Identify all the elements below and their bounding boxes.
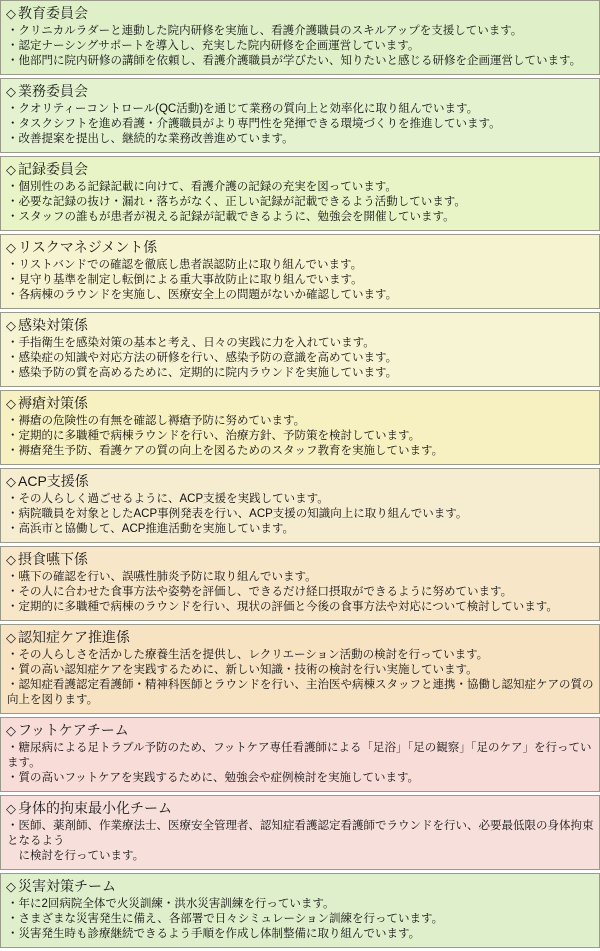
- section-heading: [6, 161, 594, 178]
- diamond-icon: ◇: [6, 552, 16, 567]
- list-item: ・その人らしさを活かした療養生活を提供し、レクリエーション活動の検討を行っています。: [7, 649, 489, 661]
- section-bullet-list: [6, 414, 594, 459]
- list-item: ・クリニカルラダーと連動した院内研修を実施し、看護介護職員のスキルアップを支援しています。: [7, 25, 523, 37]
- diamond-icon: ◇: [6, 879, 16, 894]
- section-title-text: 記録委員会: [18, 161, 88, 177]
- list-item: ・その人に合わせた食事方法や姿勢を評価し、できるだけ経口摂取ができるように努めています。: [7, 586, 513, 598]
- diamond-icon: ◇: [6, 723, 16, 738]
- diamond-icon: ◇: [6, 630, 16, 645]
- list-item: ・他部門に院内研修の講師を依頼し、看護介護職員が学びたい、知りたいと感じる研修を企画運営しています。: [7, 55, 582, 67]
- list-item: ・認定ナーシングサポートを導入し、充実した院内研修を企画運営しています。: [7, 40, 420, 52]
- diamond-icon: ◇: [6, 162, 16, 177]
- diamond-icon: ◇: [6, 396, 16, 411]
- section-title-text: 教育委員会: [18, 5, 88, 21]
- section-bullet-list: [6, 180, 594, 225]
- section-title-text: 業務委員会: [18, 83, 88, 99]
- list-item: ・その人らしく過ごせるように、ACP支援を実践しています。: [7, 493, 329, 505]
- section-title-text: ACP支援係: [18, 473, 89, 489]
- section-heading: [6, 722, 594, 739]
- list-item: ・改善提案を提出し、継続的な業務改善進めています。: [7, 133, 294, 145]
- list-item: ・感染症の知識や対応方法の研修を行い、感染予防の意識を高めています。: [7, 352, 398, 364]
- section-heading: [6, 551, 594, 568]
- section-title-text: リスクマネジメント係: [18, 239, 158, 255]
- list-item: ・個別性のある記録記載に向けて、看護介護の記録の充実を図っています。: [7, 181, 397, 193]
- section-bullet-list: [6, 336, 594, 381]
- section-title-text: 感染対策係: [18, 317, 88, 333]
- section-heading: [6, 239, 594, 256]
- section-bullet-list: [6, 741, 594, 786]
- list-item: ・質の高いフットケアを実践するために、勉強会や症例検討を実施しています。: [7, 772, 420, 784]
- list-item: ・褥瘡の危険性の有無を確認し褥瘡予防に努めています。: [7, 415, 306, 427]
- diamond-icon: ◇: [6, 801, 16, 816]
- section-heading: [6, 800, 594, 817]
- section-title-text: 認知症ケア推進係: [18, 629, 130, 645]
- section-heading: [6, 629, 594, 646]
- list-item: ・さまざまな災害発生に備え、各部署で日々シミュレーション訓練を行っています。: [7, 913, 444, 925]
- committee-section: [0, 312, 600, 387]
- list-item: ・年に2回病院全体で火災訓練・洪水災害訓練を行っています。: [7, 898, 335, 910]
- diamond-icon: ◇: [6, 240, 16, 255]
- list-item: ・災害発生時も診療継続できるよう手順を作成し体制整備に取り組んでいます。: [7, 928, 421, 940]
- section-heading: [6, 473, 594, 490]
- list-item: ・感染予防の質を高めるために、定期的に院内ラウンドを実施しています。: [7, 367, 398, 379]
- committee-section: [0, 624, 600, 714]
- list-item: ・定期的に多職種で病棟のラウンドを行い、現状の評価と今後の食事方法や対応について検討しています。: [7, 601, 558, 613]
- committee-section: [0, 717, 600, 792]
- committee-section: [0, 795, 600, 870]
- section-bullet-list: [6, 492, 594, 537]
- diamond-icon: ◇: [6, 84, 16, 99]
- section-title-text: フットケアチーム: [18, 722, 129, 738]
- committee-section: [0, 78, 600, 153]
- list-item: ・リストバンドでの確認を徹底し患者誤認防止に取り組んでいます。: [7, 259, 363, 271]
- section-title-text: 身体的拘束最小化チーム: [18, 800, 172, 816]
- section-bullet-list: [6, 102, 594, 147]
- list-item: に検討を行っています。: [7, 850, 145, 862]
- committee-section: [0, 390, 600, 465]
- section-bullet-list: [6, 897, 594, 942]
- diamond-icon: ◇: [6, 6, 16, 21]
- list-item: ・糖尿病による足トラブル予防のため、フットケア専任看護師による「足浴」「足の観察」「足のケア」を行っています。: [7, 742, 592, 769]
- section-heading: [6, 5, 594, 22]
- list-item: ・認知症看護認定看護師・精神科医師とラウンドを行い、主治医や病棟スタッフと連携・協働し認知症ケアの質の向上を図ります。: [7, 679, 594, 706]
- list-item: ・質の高い認知症ケアを実践するために、新しい知識・技術の検討を行い実施しています。: [7, 664, 478, 676]
- list-item: ・定期的に多職種で病棟ラウンドを行い、治療方針、予防策を検討しています。: [7, 430, 421, 442]
- section-bullet-list: [6, 570, 594, 615]
- committee-section: [0, 468, 600, 543]
- section-title-text: 褥瘡対策係: [18, 395, 88, 411]
- committee-section: [0, 0, 600, 75]
- diamond-icon: ◇: [6, 474, 16, 489]
- section-bullet-list: [6, 258, 594, 303]
- list-item: ・スタッフの誰もが患者が視える記録が記載できるように、勉強会を開催しています。: [7, 211, 455, 223]
- section-heading: [6, 83, 594, 100]
- list-item: ・クオリティーコントロール(QC活動)を通じて業務の質向上と効率化に取り組んでいます。: [7, 103, 479, 115]
- list-item: ・医師、薬剤師、作業療法士、医療安全管理者、認知症看護認定看護師でラウンドを行い、必要最低限の身体拘束となるよう: [7, 820, 594, 847]
- section-bullet-list: [6, 648, 594, 708]
- section-bullet-list: [6, 24, 594, 69]
- committee-section: [0, 546, 600, 621]
- section-heading: [6, 317, 594, 334]
- list-item: ・嚥下の確認を行い、誤嚥性肺炎予防に取り組んでいます。: [7, 571, 317, 583]
- section-heading: [6, 395, 594, 412]
- list-item: ・病院職員を対象としたACP事例発表を行い、ACP支援の知識向上に取り組んでいます。: [7, 508, 468, 520]
- diamond-icon: ◇: [6, 318, 16, 333]
- list-item: ・タスクシフトを進め看護・介護職員がより専門性を発揮できる環境づくりを推進しています。: [7, 118, 501, 130]
- list-item: ・各病棟のラウンドを実施し、医療安全上の問題がないか確認しています。: [7, 289, 398, 301]
- section-title-text: 摂食嚥下係: [18, 551, 88, 567]
- committee-section: [0, 873, 600, 948]
- section-title-text: 災害対策チーム: [18, 878, 116, 894]
- section-heading: [6, 878, 594, 895]
- list-item: ・高浜市と協働して、ACP推進活動を実施しています。: [7, 523, 294, 535]
- list-item: ・必要な記録の抜け・漏れ・落ちがなく、正しい記録が記載できるよう活動しています。: [7, 196, 466, 208]
- section-bullet-list: [6, 819, 594, 864]
- list-item: ・褥瘡発生予防、看護ケアの質の向上を図るためのスタッフ教育を実施しています。: [7, 445, 444, 457]
- committee-section: [0, 156, 600, 231]
- list-item: ・見守り基準を制定し転倒による重大事故防止に取り組んでいます。: [7, 274, 363, 286]
- committee-section: [0, 234, 600, 309]
- list-item: ・手指衛生を感染対策の基本と考え、日々の実践に力を入れています。: [7, 337, 375, 349]
